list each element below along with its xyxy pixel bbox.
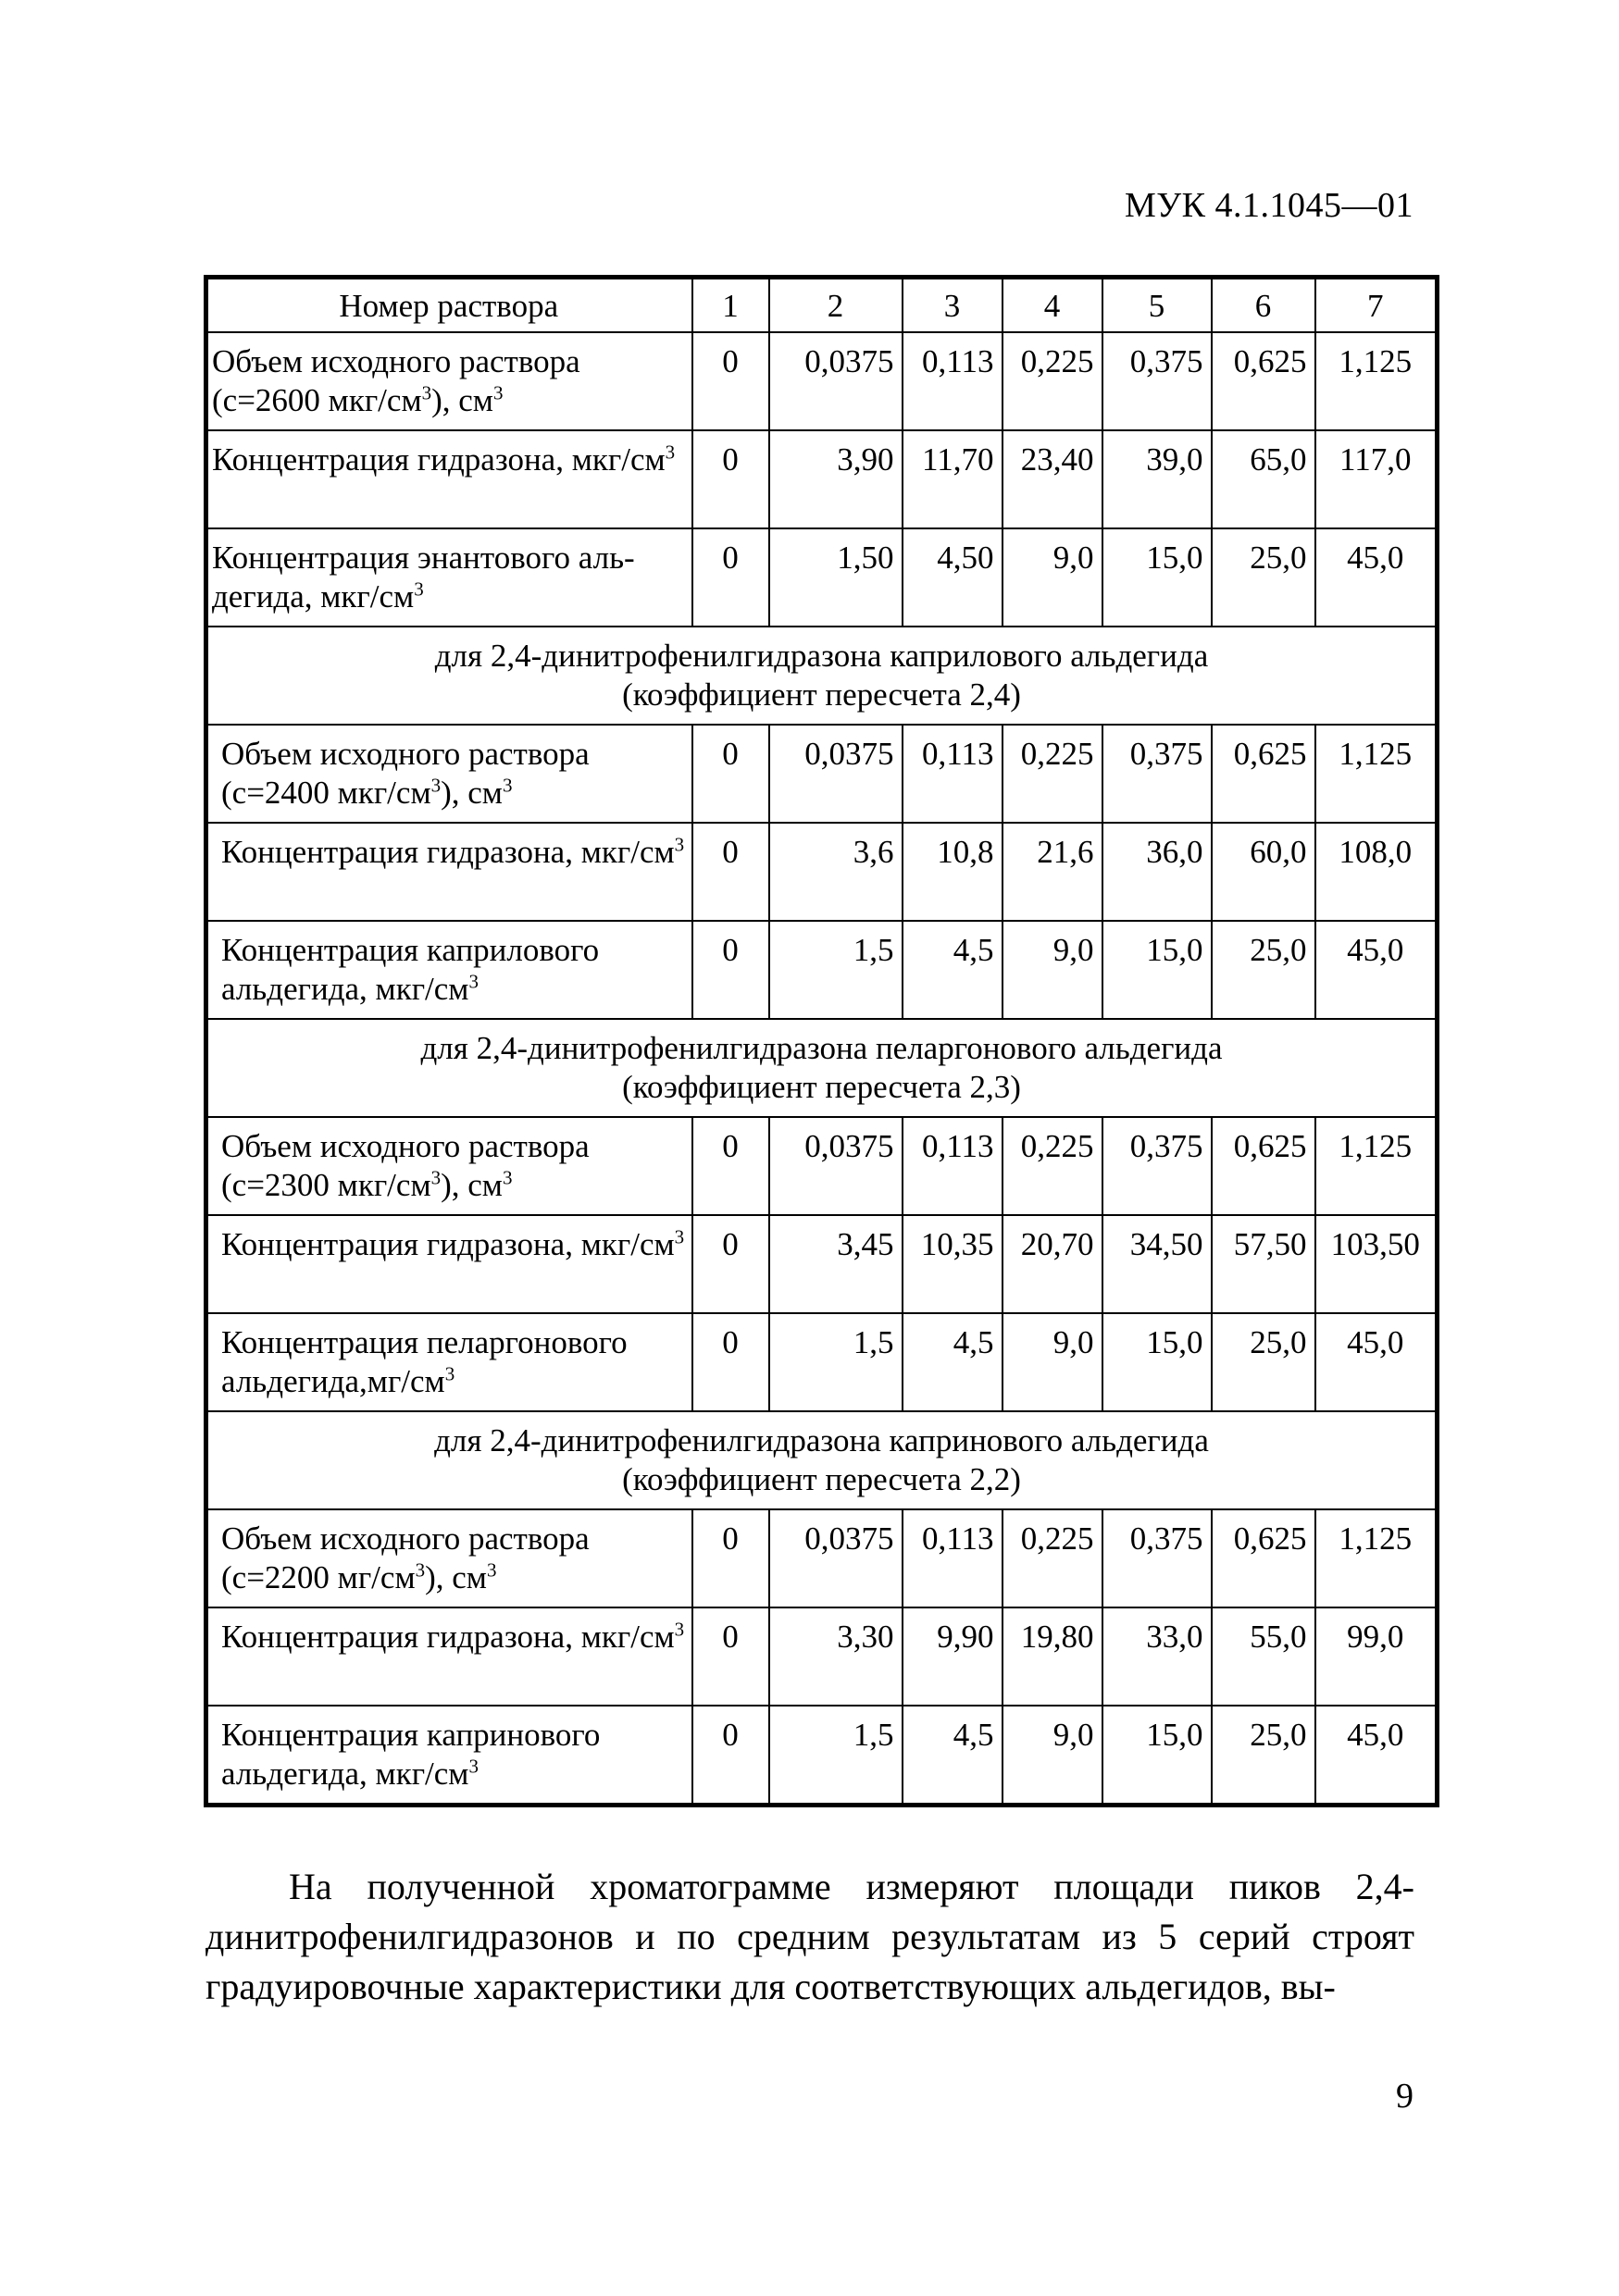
- table-cell: 19,80: [1003, 1607, 1102, 1706]
- table-cell: 0,113: [903, 1117, 1003, 1215]
- table-cell: 0,113: [903, 1509, 1003, 1607]
- table-cell: 39,0: [1102, 430, 1212, 528]
- table-cell: 10,35: [903, 1215, 1003, 1313]
- section-title: [206, 1019, 1438, 1117]
- table-row: [206, 1117, 1438, 1215]
- row-label-text: Концентрация гидразона, мкг/см: [212, 441, 666, 478]
- table-row: [206, 1509, 1438, 1607]
- table-row: [206, 1607, 1438, 1706]
- table-cell: 1,125: [1315, 332, 1438, 430]
- row-label: [206, 430, 692, 528]
- row-label: [206, 1215, 692, 1313]
- table-cell: 108,0: [1315, 823, 1438, 921]
- row-label-superscript: 3: [430, 774, 442, 797]
- table-cell: 4,5: [903, 1706, 1003, 1806]
- table-cell: 34,50: [1102, 1215, 1212, 1313]
- table-cell: 0: [692, 430, 769, 528]
- table-cell: 0,0375: [769, 332, 903, 430]
- table-cell: 25,0: [1212, 921, 1315, 1019]
- table-cell: 55,0: [1212, 1607, 1315, 1706]
- table-row: [206, 921, 1438, 1019]
- section-title-line1: для 2,4-динитрофенилгидразона капринового альдегида: [434, 1422, 1209, 1458]
- table-cell: 15,0: [1102, 1313, 1212, 1411]
- table-cell: 3,30: [769, 1607, 903, 1706]
- row-label: [206, 823, 692, 921]
- table-row: [206, 725, 1438, 823]
- row-label: [206, 725, 692, 823]
- table-cell: 0: [692, 1313, 769, 1411]
- section-title: [206, 627, 1438, 725]
- table-cell: 45,0: [1315, 1313, 1438, 1411]
- row-label-superscript: 3: [674, 1225, 685, 1248]
- section-title-line2: (коэффициент пересчета 2,2): [622, 1461, 1021, 1497]
- table-cell: 3,6: [769, 823, 903, 921]
- table-cell: 21,6: [1003, 823, 1102, 921]
- row-label-superscript: 3: [674, 833, 685, 856]
- table-cell: 0,625: [1212, 332, 1315, 430]
- table-cell: 36,0: [1102, 823, 1212, 921]
- row-label: [206, 1117, 692, 1215]
- table-cell: 20,70: [1003, 1215, 1102, 1313]
- row-label: [206, 528, 692, 627]
- table-cell: 3,45: [769, 1215, 903, 1313]
- table-cell: 0,625: [1212, 1117, 1315, 1215]
- table-row: [206, 528, 1438, 627]
- table-cell: 10,8: [903, 823, 1003, 921]
- row-label-superscript-2: 3: [492, 381, 504, 404]
- section-row: [206, 1411, 1438, 1509]
- table-cell: 65,0: [1212, 430, 1315, 528]
- section-title-line1: для 2,4-динитрофенилгидразона каприлового альдегида: [434, 638, 1209, 674]
- row-label-text: Объем исходного раствора (с=2600 мкг/см: [212, 343, 580, 418]
- row-label-text: Концентрация капринового альдегида, мкг/см: [221, 1717, 601, 1792]
- row-label-text: Концентрация пеларгонового альдегида,мг/см: [221, 1324, 628, 1399]
- table-cell: 0,225: [1003, 1509, 1102, 1607]
- row-label-text: Концентрация энантового аль-дегида, мкг/см: [212, 540, 635, 614]
- table-row: [206, 1706, 1438, 1806]
- column-header: 1: [692, 278, 769, 333]
- row-label-superscript-2: 3: [502, 774, 513, 797]
- table-cell: 0,0375: [769, 1117, 903, 1215]
- table-cell: 117,0: [1315, 430, 1438, 528]
- table-row: [206, 430, 1438, 528]
- table-cell: 9,0: [1003, 921, 1102, 1019]
- table-row: [206, 1215, 1438, 1313]
- table-cell: 15,0: [1102, 921, 1212, 1019]
- table-cell: 4,50: [903, 528, 1003, 627]
- table-cell: 1,125: [1315, 1117, 1438, 1215]
- table-cell: 0,375: [1102, 725, 1212, 823]
- table-cell: 57,50: [1212, 1215, 1315, 1313]
- column-header: 3: [903, 278, 1003, 333]
- section-title: [206, 1411, 1438, 1509]
- table-header-row: [206, 278, 1438, 333]
- row-label-superscript: 3: [414, 577, 424, 601]
- table-cell: 9,0: [1003, 1706, 1102, 1806]
- row-label-unit: ), см: [441, 1167, 503, 1203]
- table-cell: 0,375: [1102, 1117, 1212, 1215]
- table-cell: 103,50: [1315, 1215, 1438, 1313]
- table-cell: 45,0: [1315, 528, 1438, 627]
- row-label-superscript: 3: [468, 1755, 479, 1778]
- table-cell: 60,0: [1212, 823, 1315, 921]
- table-cell: 0: [692, 1509, 769, 1607]
- table-cell: 9,90: [903, 1607, 1003, 1706]
- table-cell: 0,375: [1102, 1509, 1212, 1607]
- table-cell: 4,5: [903, 921, 1003, 1019]
- table-cell: 0,225: [1003, 332, 1102, 430]
- table-cell: 4,5: [903, 1313, 1003, 1411]
- row-label-superscript: 3: [415, 1558, 426, 1582]
- table-cell: 15,0: [1102, 528, 1212, 627]
- table-cell: 0: [692, 1607, 769, 1706]
- table-cell: 25,0: [1212, 1313, 1315, 1411]
- table-cell: 0,375: [1102, 332, 1212, 430]
- row-label: [206, 1313, 692, 1411]
- table-cell: 9,0: [1003, 1313, 1102, 1411]
- row-label-superscript: 3: [674, 1618, 685, 1641]
- table-cell: 0,113: [903, 332, 1003, 430]
- row-label-superscript: 3: [444, 1362, 455, 1385]
- row-label: [206, 332, 692, 430]
- table-cell: 0,225: [1003, 725, 1102, 823]
- table-cell: 25,0: [1212, 1706, 1315, 1806]
- table-cell: 99,0: [1315, 1607, 1438, 1706]
- section-title-line1: для 2,4-динитрофенилгидразона пеларгонового альдегида: [420, 1030, 1223, 1066]
- table-cell: 0,0375: [769, 725, 903, 823]
- row-label-unit: ), см: [431, 382, 493, 418]
- row-label-text: Концентрация гидразона, мкг/см: [221, 1619, 675, 1655]
- column-header: 4: [1003, 278, 1102, 333]
- table-cell: 25,0: [1212, 528, 1315, 627]
- row-label: [206, 1607, 692, 1706]
- table-cell: 33,0: [1102, 1607, 1212, 1706]
- section-title-line2: (коэффициент пересчета 2,4): [622, 676, 1021, 713]
- row-label-unit: ), см: [441, 775, 503, 811]
- row-label: [206, 1706, 692, 1806]
- row-label-text: Концентрация каприлового альдегида, мкг/см: [221, 932, 600, 1007]
- table-cell: 45,0: [1315, 921, 1438, 1019]
- section-row: [206, 627, 1438, 725]
- row-label-superscript-2: 3: [502, 1166, 513, 1189]
- table-cell: 3,90: [769, 430, 903, 528]
- column-header: 5: [1102, 278, 1212, 333]
- table-row: [206, 1313, 1438, 1411]
- row-label-text: Концентрация гидразона, мкг/см: [221, 834, 675, 870]
- row-label-superscript: 3: [421, 381, 432, 404]
- table-cell: 0: [692, 1706, 769, 1806]
- row-label: [206, 1509, 692, 1607]
- row-label-superscript: 3: [430, 1166, 442, 1189]
- table-cell: 0: [692, 921, 769, 1019]
- row-label-superscript: 3: [665, 441, 676, 464]
- table-cell: 23,40: [1003, 430, 1102, 528]
- section-row: [206, 1019, 1438, 1117]
- table-cell: 0: [692, 725, 769, 823]
- table-cell: 0: [692, 823, 769, 921]
- table-cell: 1,50: [769, 528, 903, 627]
- row-label-text: Объем исходного раствора (с=2400 мкг/см: [221, 736, 590, 811]
- table-cell: 9,0: [1003, 528, 1102, 627]
- row-label-text: Объем исходного раствора (с=2300 мкг/см: [221, 1128, 590, 1203]
- table-cell: 0,625: [1212, 725, 1315, 823]
- table-cell: 0: [692, 528, 769, 627]
- row-label-text: Концентрация гидразона, мкг/см: [221, 1226, 675, 1262]
- table-cell: 1,5: [769, 921, 903, 1019]
- column-header: 7: [1315, 278, 1438, 333]
- table-cell: 0: [692, 332, 769, 430]
- table-cell: 0,225: [1003, 1117, 1102, 1215]
- row-label-superscript-2: 3: [486, 1558, 497, 1582]
- row-label-unit: ), см: [425, 1559, 487, 1595]
- table-cell: 15,0: [1102, 1706, 1212, 1806]
- document-code: МУК 4.1.1045—01: [1124, 186, 1414, 225]
- calibration-table: [204, 275, 1439, 1807]
- table-cell: 11,70: [903, 430, 1003, 528]
- row-label: [206, 921, 692, 1019]
- table-row: [206, 823, 1438, 921]
- header-label: Номер раствора: [206, 278, 692, 333]
- row-label-superscript: 3: [468, 970, 479, 993]
- column-header: 2: [769, 278, 903, 333]
- table-cell: 0,625: [1212, 1509, 1315, 1607]
- table-cell: 1,5: [769, 1313, 903, 1411]
- page-number: 9: [1396, 2077, 1414, 2116]
- table-cell: 1,5: [769, 1706, 903, 1806]
- body-paragraph: [205, 1862, 1414, 2012]
- table-cell: 0: [692, 1215, 769, 1313]
- table-row: [206, 332, 1438, 430]
- table-cell: 0: [692, 1117, 769, 1215]
- table-cell: 1,125: [1315, 1509, 1438, 1607]
- section-title-line2: (коэффициент пересчета 2,3): [622, 1069, 1021, 1105]
- row-label-text: Объем исходного раствора (с=2200 мг/см: [221, 1520, 590, 1595]
- table-cell: 0,0375: [769, 1509, 903, 1607]
- table-cell: 0,113: [903, 725, 1003, 823]
- paragraph-text: На полученной хроматограмме измеряют площади пиков 2,4-динитрофенилгидразонов и по средним результатам из 5 серий строят градуировочные характеристики для соответствующих альдегидов, вы-: [205, 1866, 1414, 2007]
- table-cell: 1,125: [1315, 725, 1438, 823]
- column-header: 6: [1212, 278, 1315, 333]
- table-cell: 45,0: [1315, 1706, 1438, 1806]
